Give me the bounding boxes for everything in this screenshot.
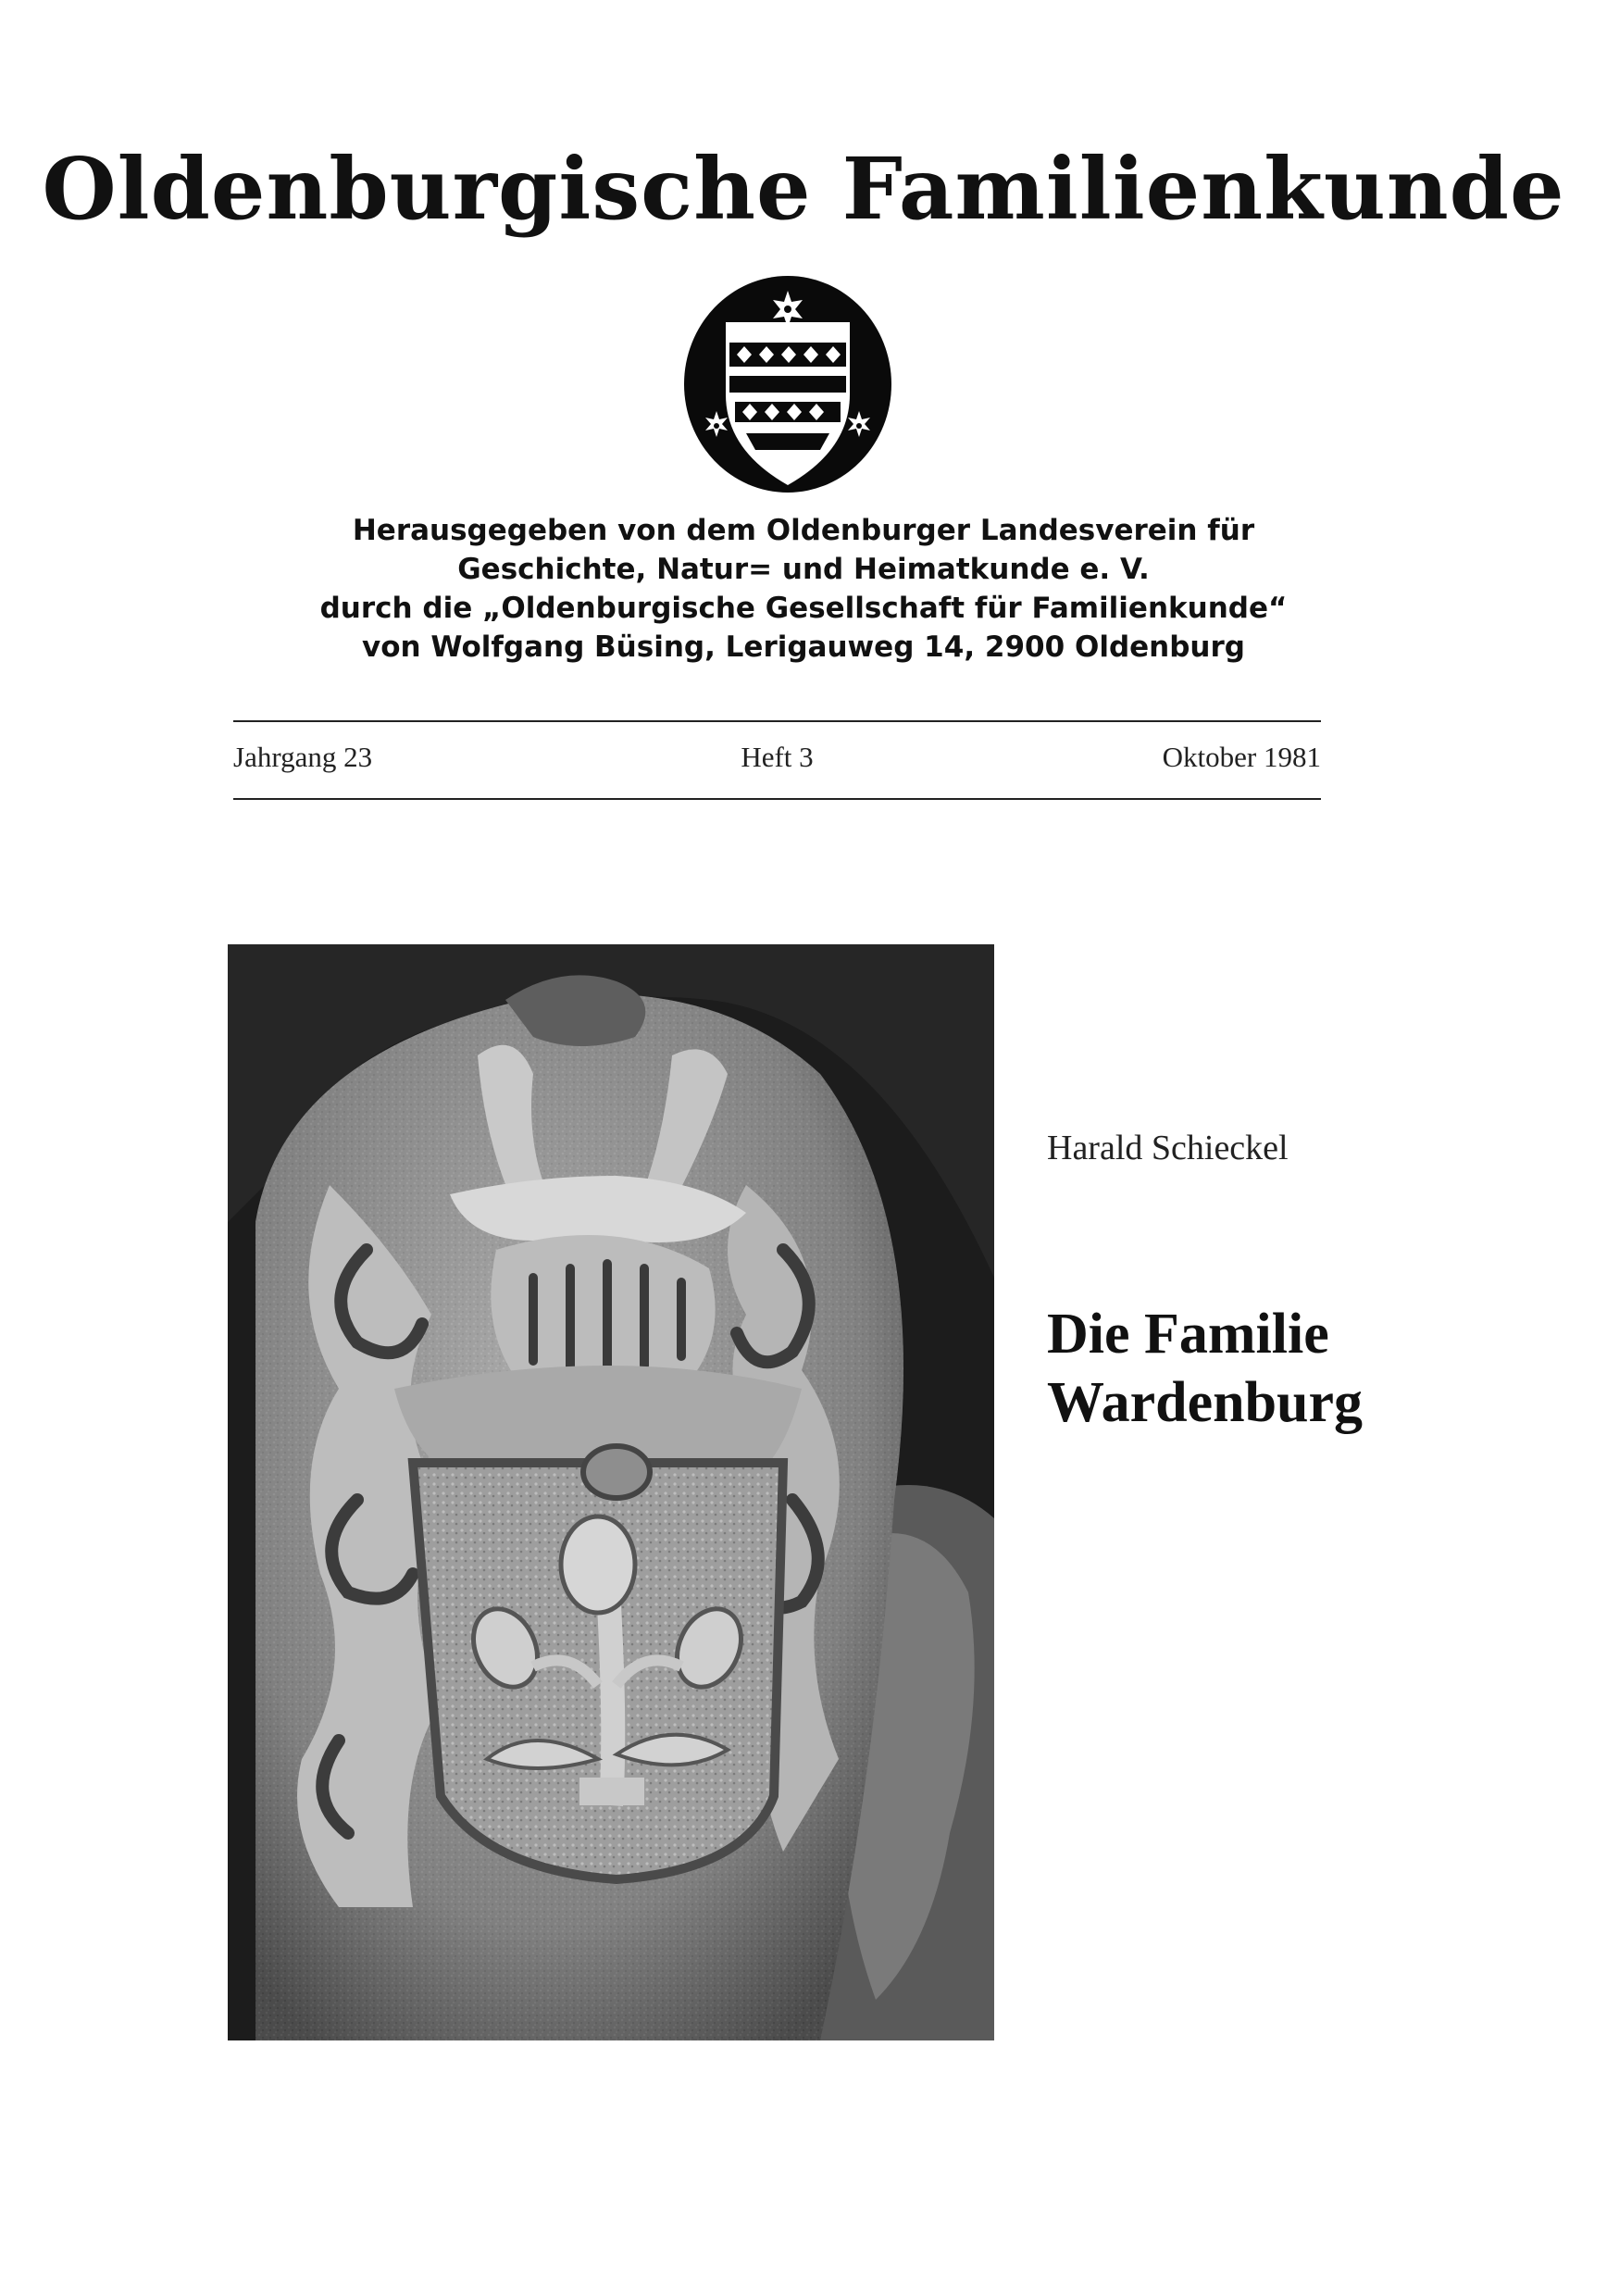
issue-bar [233,741,1321,787]
gravestone-coat-of-arms-photo [228,944,994,2040]
issue-date-label: Oktober 1981 [1162,741,1321,773]
publisher-line: Herausgegeben von dem Oldenburger Landesverein für [352,514,1255,547]
article-author: Harald Schieckel [1047,1129,1289,1167]
masthead-title: Oldenburgische Familienkunde [42,139,1565,239]
volume-label: Jahrgang 23 [233,741,373,773]
publisher-block [0,511,1607,667]
issue-number-label: Heft 3 [741,741,814,773]
article-title-line: Die Familie [1047,1303,1329,1366]
coat-of-arms-icon [681,274,894,494]
publisher-line: von Wolfgang Büsing, Lerigauweg 14, 2900 Oldenburg [362,630,1245,664]
publisher-line: durch die „Oldenburgische Gesellschaft für Familienkunde“ [319,592,1288,625]
bottom-divider [233,798,1321,800]
top-divider [233,720,1321,722]
article-title [1047,1300,1363,1437]
publisher-line: Geschichte, Natur= und Heimatkunde e. V. [457,553,1150,586]
article-title-line: Wardenburg [1047,1371,1364,1434]
